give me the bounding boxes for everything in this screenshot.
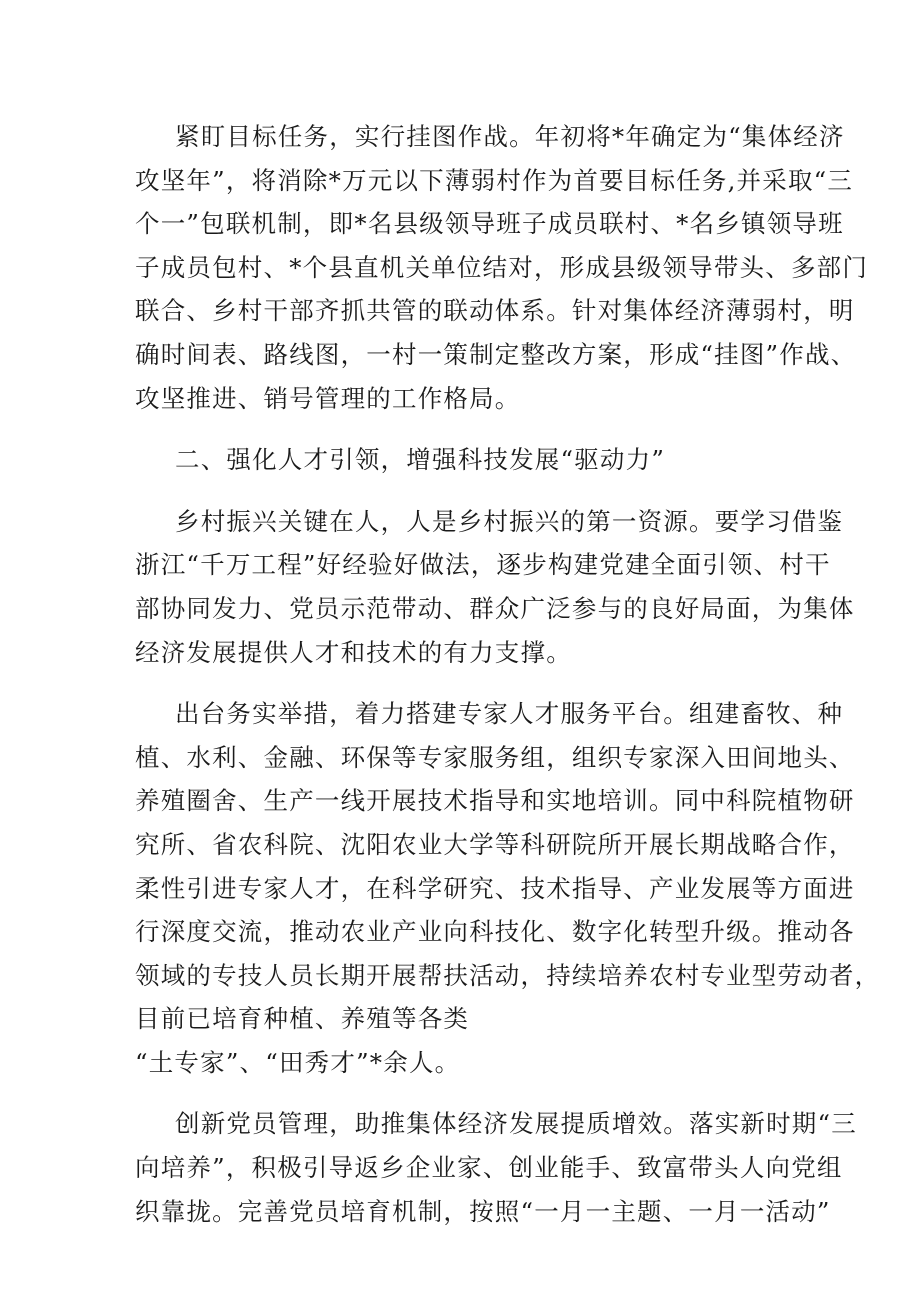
text-line: 织靠拢。完善党员培育机制，按照“一月一主题、一月一活动” bbox=[135, 1196, 831, 1226]
text-line: 紧盯目标任务，实行挂图作战。年初将*年确定为“集体经济 bbox=[175, 122, 845, 151]
text-line: 联合、乡村干部齐抓共管的联动体系。针对集体经济薄弱村，明 bbox=[135, 296, 855, 326]
paragraph-target-tasks bbox=[135, 115, 869, 420]
paragraph-expert-platform bbox=[135, 692, 881, 1084]
section-heading bbox=[135, 438, 815, 482]
text-line: 乡村振兴关键在人，人是乡村振兴的第一资源。要学习借鉴 bbox=[175, 506, 844, 536]
text-line: 经济发展提供人才和技术的有力支撑。 bbox=[135, 637, 572, 667]
text-line: 目前已培育种植、养殖等各类 bbox=[135, 1004, 470, 1034]
paragraph-talent-key bbox=[135, 500, 855, 674]
text-line: 向培养”，积极引导返乡企业家、创业能手、致富带头人向党组 bbox=[135, 1153, 843, 1183]
text-line: 植、水利、金融、环保等专家服务组，组织专家深入田间地头、 bbox=[135, 742, 855, 772]
text-line: 浙江“千万工程”好经验好做法，逐步构建党建全面引领、村干 bbox=[135, 550, 831, 580]
text-line: 创新党员管理，助推集体经济发展提质增效。落实新时期“三 bbox=[175, 1109, 857, 1139]
text-line: 部协同发力、党员示范带动、群众广泛参与的良好局面，为集体 bbox=[135, 593, 855, 623]
text-line: 出台务实举措，着力搭建专家人才服务平台。组建畜牧、种 bbox=[175, 699, 844, 729]
text-line: “土专家”、“田秀才”*余人。 bbox=[135, 1047, 461, 1077]
text-line: 柔性引进专家人才，在科学研究、技术指导、产业发展等方面进 bbox=[135, 873, 855, 903]
section-heading-text: 二、强化人才引领，增强科技发展“驱动力” bbox=[175, 445, 666, 475]
paragraph-party-member-management bbox=[135, 1102, 857, 1233]
text-line: 领域的专技人员长期开展帮扶活动，持续培养农村专业型劳动者， bbox=[135, 960, 881, 990]
text-line: 确时间表、路线图，一村一策制定整改方案，形成“挂图”作战、 bbox=[135, 339, 857, 369]
text-line: 攻坚推进、销号管理的工作格局。 bbox=[135, 383, 521, 413]
text-line: 究所、省农科院、沈阳农业大学等科研院所开展长期战略合作， bbox=[135, 829, 855, 859]
text-line: 养殖圈舍、生产一线开展技术指导和实地培训。同中科院植物研 bbox=[135, 786, 855, 816]
text-line: 个一”包联机制，即*名县级领导班子成员联村、*名乡镇领导班 bbox=[135, 209, 844, 239]
text-line: 攻坚年”，将消除*万元以下薄弱村作为首要目标任务,并采取“三 bbox=[135, 165, 854, 195]
text-line: 子成员包村、*个县直机关单位结对，形成县级领导带头、多部门 bbox=[135, 252, 869, 282]
document-body bbox=[135, 115, 881, 1233]
text-line: 行深度交流，推动农业产业向科技化、数字化转型升级。推动各 bbox=[135, 917, 855, 947]
